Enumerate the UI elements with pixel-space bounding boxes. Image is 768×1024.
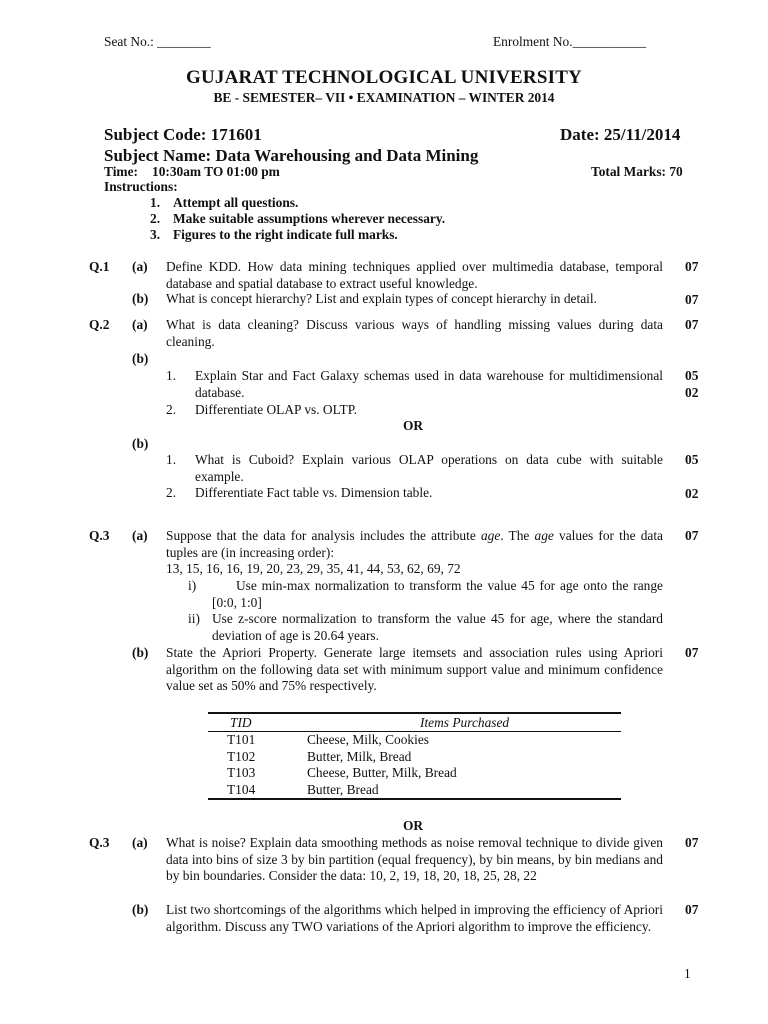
column-header: Items Purchased [420,714,510,730]
sub-number: 1. [166,452,177,467]
marks: 07 [685,317,699,332]
table-cell: Cheese, Butter, Milk, Bread [307,765,457,781]
part-label: (a) [132,259,148,274]
instruction-number: 3. [150,227,161,242]
instructions-label: Instructions: [104,179,178,194]
instruction-text: Attempt all questions. [173,195,299,210]
instruction-number: 1. [150,195,161,210]
enrolment-no: Enrolment No.___________ [493,34,647,49]
time-value: 10:30am TO 01:00 pm [152,164,280,179]
question-text: What is noise? Explain data smoothing methods as noise removal technique to divide given data into bins of size 3 by bin partition (equal frequency), by bin means, by bin medians and by bin boundaries. Consider the data: 10, 2, 19, 18, 20, 18, 25, 28, 22 [166,835,663,884]
part-label: (a) [132,317,148,332]
table-row [208,782,621,800]
transactions-table [208,712,621,800]
subject-name: Subject Name: Data Warehousing and Data Mining [104,146,479,165]
instruction-number: 2. [150,211,161,226]
question-text: Define KDD. How data mining techniques applied over multimedia database, temporal database and spatial database to extract useful knowledge. [166,259,663,291]
marks: 07 [685,528,699,543]
part-label: (a) [132,835,148,850]
question-number: Q.3 [89,528,110,543]
table-row [208,732,621,749]
question-number: Q.3 [89,835,110,850]
part-label: (b) [132,436,149,451]
exam-title: BE - SEMESTER– VII • EXAMINATION – WINTER 2014 [213,90,555,105]
sub-number: ii) [188,611,200,626]
marks: 07 [685,902,699,917]
table-cell: Butter, Milk, Bread [307,748,412,764]
marks: 07 [685,259,699,274]
or-separator: OR [403,418,424,433]
sub-question-text: Differentiate OLAP vs. OLTP. [195,402,358,417]
question-text: State the Apriori Property. Generate large itemsets and association rules using Apriori algorithm on the following data set with minimum support value and minimum confidence value set as 50% and 75% respectively. [166,645,663,694]
table-header-row [208,713,621,732]
table-row [208,749,621,766]
marks: 02 [685,486,699,501]
marks: 05 [685,452,699,467]
question-number: Q.2 [89,317,110,332]
marks: 07 [685,645,699,660]
university-title: GUJARAT TECHNOLOGICAL UNIVERSITY [186,67,582,88]
column-header: TID [230,714,252,730]
question-number: Q.1 [89,259,110,274]
total-marks: Total Marks: 70 [591,164,683,179]
instruction-text: Figures to the right indicate full marks. [173,227,398,242]
or-separator: OR [403,818,424,833]
part-label: (b) [132,351,149,366]
sub-number: 2. [166,402,177,417]
question-text: What is concept hierarchy? List and explain types of concept hierarchy in detail. [166,291,597,306]
part-label: (b) [132,645,149,660]
sub-question-text: Explain Star and Fact Galaxy schemas used in data warehouse for multidimensional database. [195,368,663,400]
table-cell: T104 [227,781,256,797]
question-text: What is data cleaning? Discuss various ways of handling missing values during data cleaning. [166,317,663,349]
table-cell: T101 [227,732,256,747]
exam-date: Date: 25/11/2014 [560,125,681,144]
sub-question-text: Use z-score normalization to transform the value 45 for age, where the standard deviation of age is 20.64 years. [212,611,663,643]
sub-question-text: Use min-max normalization to transform the value 45 for age onto the range [0:0, 1:0] [212,578,663,610]
sub-question-text: Differentiate Fact table vs. Dimension table. [195,485,433,500]
table-cell: T102 [227,748,256,764]
sub-number: i) [188,578,197,593]
table-row [208,765,621,782]
marks: 07 [685,835,699,850]
instruction-text: Make suitable assumptions wherever necessary. [173,211,446,226]
table-cell: Cheese, Milk, Cookies [307,732,429,747]
time-label: Time: [104,164,138,179]
part-label: (b) [132,291,149,306]
marks: 05 [685,368,699,383]
part-label: (b) [132,902,149,917]
question-text: Suppose that the data for analysis includes the attribute age. The age values for the data tuples are (in increasing order): [166,528,664,560]
page-number: 1 [684,966,691,981]
table-cell: T103 [227,765,256,781]
sub-question-text: What is Cuboid? Explain various OLAP operations on data cube with suitable example. [195,452,663,484]
table-cell: Butter, Bread [307,781,379,797]
sub-number: 1. [166,368,177,383]
seat-no: Seat No.: ________ [104,34,211,49]
part-label: (a) [132,528,148,543]
marks: 02 [685,385,699,400]
marks: 07 [685,292,699,307]
subject-code: Subject Code: 171601 [104,125,262,144]
age-values: 13, 15, 16, 16, 19, 20, 23, 29, 35, 41, 44, 53, 62, 69, 72 [166,561,461,576]
sub-number: 2. [166,485,177,500]
question-text: List two shortcomings of the algorithms which helped in improving the efficiency of Apriori algorithm. Discuss any TWO variations of the Apriori algorithm to improve the efficiency. [166,902,663,934]
